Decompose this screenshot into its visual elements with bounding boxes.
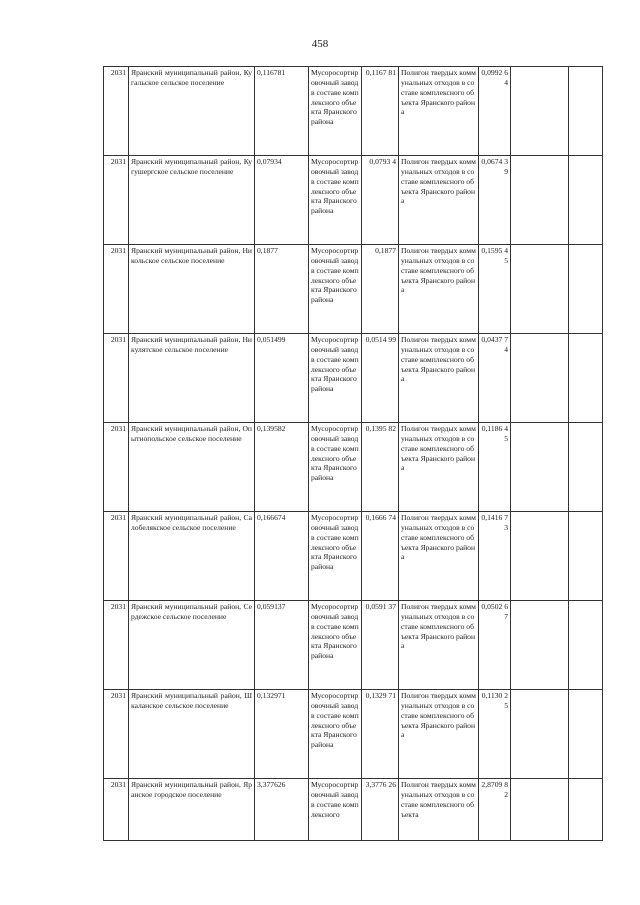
landfill-text: Полигон твердых коммунальных отходов в составе комплексного объекта Яранского района xyxy=(401,335,476,384)
plant-volume-text: 0,1877 xyxy=(375,246,396,255)
plant-volume-cell xyxy=(362,690,399,779)
empty-cell xyxy=(511,334,569,423)
year-text: 2031 xyxy=(110,602,126,611)
landfill-volume-text: 0,0437 74 xyxy=(481,335,508,354)
municipality-cell xyxy=(129,156,255,245)
generated-volume-cell xyxy=(255,156,309,245)
table-row xyxy=(104,67,603,156)
generated-volume-text: 0,1877 xyxy=(257,246,278,255)
generated-volume-cell xyxy=(255,423,309,512)
empty-cell xyxy=(511,779,569,841)
waste-flow-table xyxy=(103,66,603,841)
municipality-text: Яранский муниципальный район, Никулятское сельское поселение xyxy=(131,335,252,354)
municipality-text: Яранский муниципальный район, Кугальское сельское поселение xyxy=(131,68,252,87)
page-number: 458 xyxy=(311,38,329,50)
generated-volume-cell xyxy=(255,690,309,779)
year-text: 2031 xyxy=(110,424,126,433)
landfill-volume-cell xyxy=(479,156,511,245)
municipality-text: Яранский муниципальный район, Шкаланское сельское поселение xyxy=(131,691,252,710)
landfill-text: Полигон твердых коммунальных отходов в составе комплексного объекта xyxy=(401,780,476,819)
plant-volume-text: 0,0793 4 xyxy=(369,157,396,166)
plant-volume-cell xyxy=(362,601,399,690)
empty-cell xyxy=(569,156,603,245)
plant-volume-text: 0,1666 74 xyxy=(365,513,396,522)
sorting-plant-cell xyxy=(309,601,362,690)
municipality-text: Яранский муниципальный район, Опытнопольское сельское поселение xyxy=(131,424,252,443)
municipality-cell xyxy=(129,245,255,334)
landfill-text: Полигон твердых коммунальных отходов в составе комплексного объекта Яранского района xyxy=(401,513,476,562)
landfill-cell xyxy=(399,67,479,156)
municipality-text: Яранский муниципальный район, Салобелякское сельское поселение xyxy=(131,513,252,532)
landfill-volume-text: 0,1186 45 xyxy=(481,424,508,443)
landfill-text: Полигон твердых коммунальных отходов в составе комплексного объекта Яранского района xyxy=(401,691,476,740)
sorting-plant-cell xyxy=(309,512,362,601)
municipality-text: Яранский муниципальный район, Кугушергское сельское поселение xyxy=(131,157,252,176)
year-text: 2031 xyxy=(110,246,126,255)
municipality-cell xyxy=(129,67,255,156)
plant-volume-text: 0,1329 71 xyxy=(365,691,396,700)
municipality-cell xyxy=(129,512,255,601)
sorting-plant-text: Мусоросортировочный завод в составе комплексного xyxy=(311,780,359,819)
generated-volume-text: 0,059137 xyxy=(257,602,286,611)
empty-cell xyxy=(511,156,569,245)
plant-volume-cell xyxy=(362,512,399,601)
year-text: 2031 xyxy=(110,691,126,700)
sorting-plant-cell xyxy=(309,779,362,841)
sorting-plant-cell xyxy=(309,423,362,512)
sorting-plant-cell xyxy=(309,156,362,245)
year-text: 2031 xyxy=(110,68,126,77)
landfill-volume-text: 0,1130 25 xyxy=(481,691,508,710)
generated-volume-text: 0,07934 xyxy=(257,157,282,166)
year-cell xyxy=(104,512,129,601)
plant-volume-cell xyxy=(362,334,399,423)
year-cell xyxy=(104,156,129,245)
year-cell xyxy=(104,779,129,841)
empty-cell xyxy=(569,779,603,841)
sorting-plant-text: Мусоросортировочный завод в составе комплексного объекта Яранского района xyxy=(311,691,359,750)
sorting-plant-text: Мусоросортировочный завод в составе комплексного объекта Яранского района xyxy=(311,513,359,572)
municipality-cell xyxy=(129,779,255,841)
generated-volume-text: 3,377626 xyxy=(257,780,286,789)
landfill-volume-cell xyxy=(479,779,511,841)
generated-volume-text: 0,051499 xyxy=(257,335,286,344)
landfill-text: Полигон твердых коммунальных отходов в составе комплексного объекта Яранского района xyxy=(401,602,476,651)
landfill-text: Полигон твердых коммунальных отходов в составе комплексного объекта Яранского района xyxy=(401,246,476,295)
year-cell xyxy=(104,601,129,690)
municipality-cell xyxy=(129,601,255,690)
landfill-volume-text: 0,0992 64 xyxy=(481,68,508,87)
empty-cell xyxy=(569,245,603,334)
landfill-cell xyxy=(399,423,479,512)
sorting-plant-cell xyxy=(309,245,362,334)
municipality-cell xyxy=(129,423,255,512)
plant-volume-text: 0,1167 81 xyxy=(365,68,396,77)
year-cell xyxy=(104,245,129,334)
landfill-volume-text: 2,8709 82 xyxy=(481,780,508,799)
empty-cell xyxy=(569,67,603,156)
landfill-cell xyxy=(399,601,479,690)
plant-volume-text: 3,3776 26 xyxy=(365,780,396,789)
generated-volume-cell xyxy=(255,512,309,601)
sorting-plant-cell xyxy=(309,690,362,779)
empty-cell xyxy=(511,67,569,156)
landfill-volume-text: 0,0674 39 xyxy=(481,157,508,176)
year-text: 2031 xyxy=(110,780,126,789)
municipality-cell xyxy=(129,690,255,779)
sorting-plant-text: Мусоросортировочный завод в составе комплексного объекта Яранского района xyxy=(311,157,359,216)
municipality-cell xyxy=(129,334,255,423)
table-row xyxy=(104,245,603,334)
empty-cell xyxy=(511,245,569,334)
empty-cell xyxy=(511,512,569,601)
landfill-volume-text: 0,1595 45 xyxy=(481,246,508,265)
landfill-text: Полигон твердых коммунальных отходов в составе комплексного объекта Яранского района xyxy=(401,68,476,117)
sorting-plant-text: Мусоросортировочный завод в составе комплексного объекта Яранского района xyxy=(311,335,359,394)
landfill-volume-cell xyxy=(479,245,511,334)
plant-volume-cell xyxy=(362,67,399,156)
empty-cell xyxy=(569,512,603,601)
generated-volume-cell xyxy=(255,334,309,423)
landfill-volume-cell xyxy=(479,512,511,601)
empty-cell xyxy=(511,601,569,690)
landfill-volume-cell xyxy=(479,601,511,690)
municipality-text: Яранский муниципальный район, Яранское городское поселение xyxy=(131,780,252,799)
generated-volume-text: 0,139582 xyxy=(257,424,286,433)
sorting-plant-text: Мусоросортировочный завод в составе комплексного объекта Яранского района xyxy=(311,602,359,661)
empty-cell xyxy=(569,334,603,423)
landfill-cell xyxy=(399,334,479,423)
municipality-text: Яранский муниципальный район, Сердежское сельское поселение xyxy=(131,602,252,621)
generated-volume-cell xyxy=(255,601,309,690)
empty-cell xyxy=(511,690,569,779)
landfill-cell xyxy=(399,512,479,601)
empty-cell xyxy=(511,423,569,512)
landfill-volume-cell xyxy=(479,690,511,779)
empty-cell xyxy=(569,423,603,512)
generated-volume-cell xyxy=(255,245,309,334)
year-text: 2031 xyxy=(110,157,126,166)
year-cell xyxy=(104,67,129,156)
plant-volume-text: 0,0514 99 xyxy=(365,335,396,344)
landfill-cell xyxy=(399,156,479,245)
landfill-cell xyxy=(399,245,479,334)
landfill-text: Полигон твердых коммунальных отходов в составе комплексного объекта Яранского района xyxy=(401,157,476,206)
landfill-volume-text: 0,0502 67 xyxy=(481,602,508,621)
landfill-volume-cell xyxy=(479,423,511,512)
plant-volume-text: 0,0591 37 xyxy=(365,602,396,611)
sorting-plant-text: Мусоросортировочный завод в составе комплексного объекта Яранского района xyxy=(311,246,359,305)
generated-volume-cell xyxy=(255,779,309,841)
plant-volume-cell xyxy=(362,245,399,334)
table-row xyxy=(104,601,603,690)
sorting-plant-cell xyxy=(309,67,362,156)
empty-cell xyxy=(569,601,603,690)
year-cell xyxy=(104,334,129,423)
landfill-cell xyxy=(399,779,479,841)
generated-volume-cell xyxy=(255,67,309,156)
table-body xyxy=(104,67,603,841)
table-row xyxy=(104,690,603,779)
landfill-volume-cell xyxy=(479,334,511,423)
landfill-volume-text: 0,1416 73 xyxy=(481,513,508,532)
sorting-plant-text: Мусоросортировочный завод в составе комплексного объекта Яранского района xyxy=(311,424,359,483)
generated-volume-text: 0,116781 xyxy=(257,68,286,77)
sorting-plant-cell xyxy=(309,334,362,423)
table-row xyxy=(104,156,603,245)
table-row xyxy=(104,512,603,601)
landfill-volume-cell xyxy=(479,67,511,156)
table-row xyxy=(104,423,603,512)
plant-volume-cell xyxy=(362,423,399,512)
plant-volume-cell xyxy=(362,779,399,841)
year-text: 2031 xyxy=(110,513,126,522)
table-row xyxy=(104,334,603,423)
table-row xyxy=(104,779,603,841)
empty-cell xyxy=(569,690,603,779)
generated-volume-text: 0,166674 xyxy=(257,513,286,522)
plant-volume-text: 0,1395 82 xyxy=(365,424,396,433)
landfill-cell xyxy=(399,690,479,779)
generated-volume-text: 0,132971 xyxy=(257,691,286,700)
sorting-plant-text: Мусоросортировочный завод в составе комплексного объекта Яранского района xyxy=(311,68,359,127)
municipality-text: Яранский муниципальный район, Никольское сельское поселение xyxy=(131,246,252,265)
year-text: 2031 xyxy=(110,335,126,344)
year-cell xyxy=(104,690,129,779)
landfill-text: Полигон твердых коммунальных отходов в составе комплексного объекта Яранского района xyxy=(401,424,476,473)
plant-volume-cell xyxy=(362,156,399,245)
year-cell xyxy=(104,423,129,512)
